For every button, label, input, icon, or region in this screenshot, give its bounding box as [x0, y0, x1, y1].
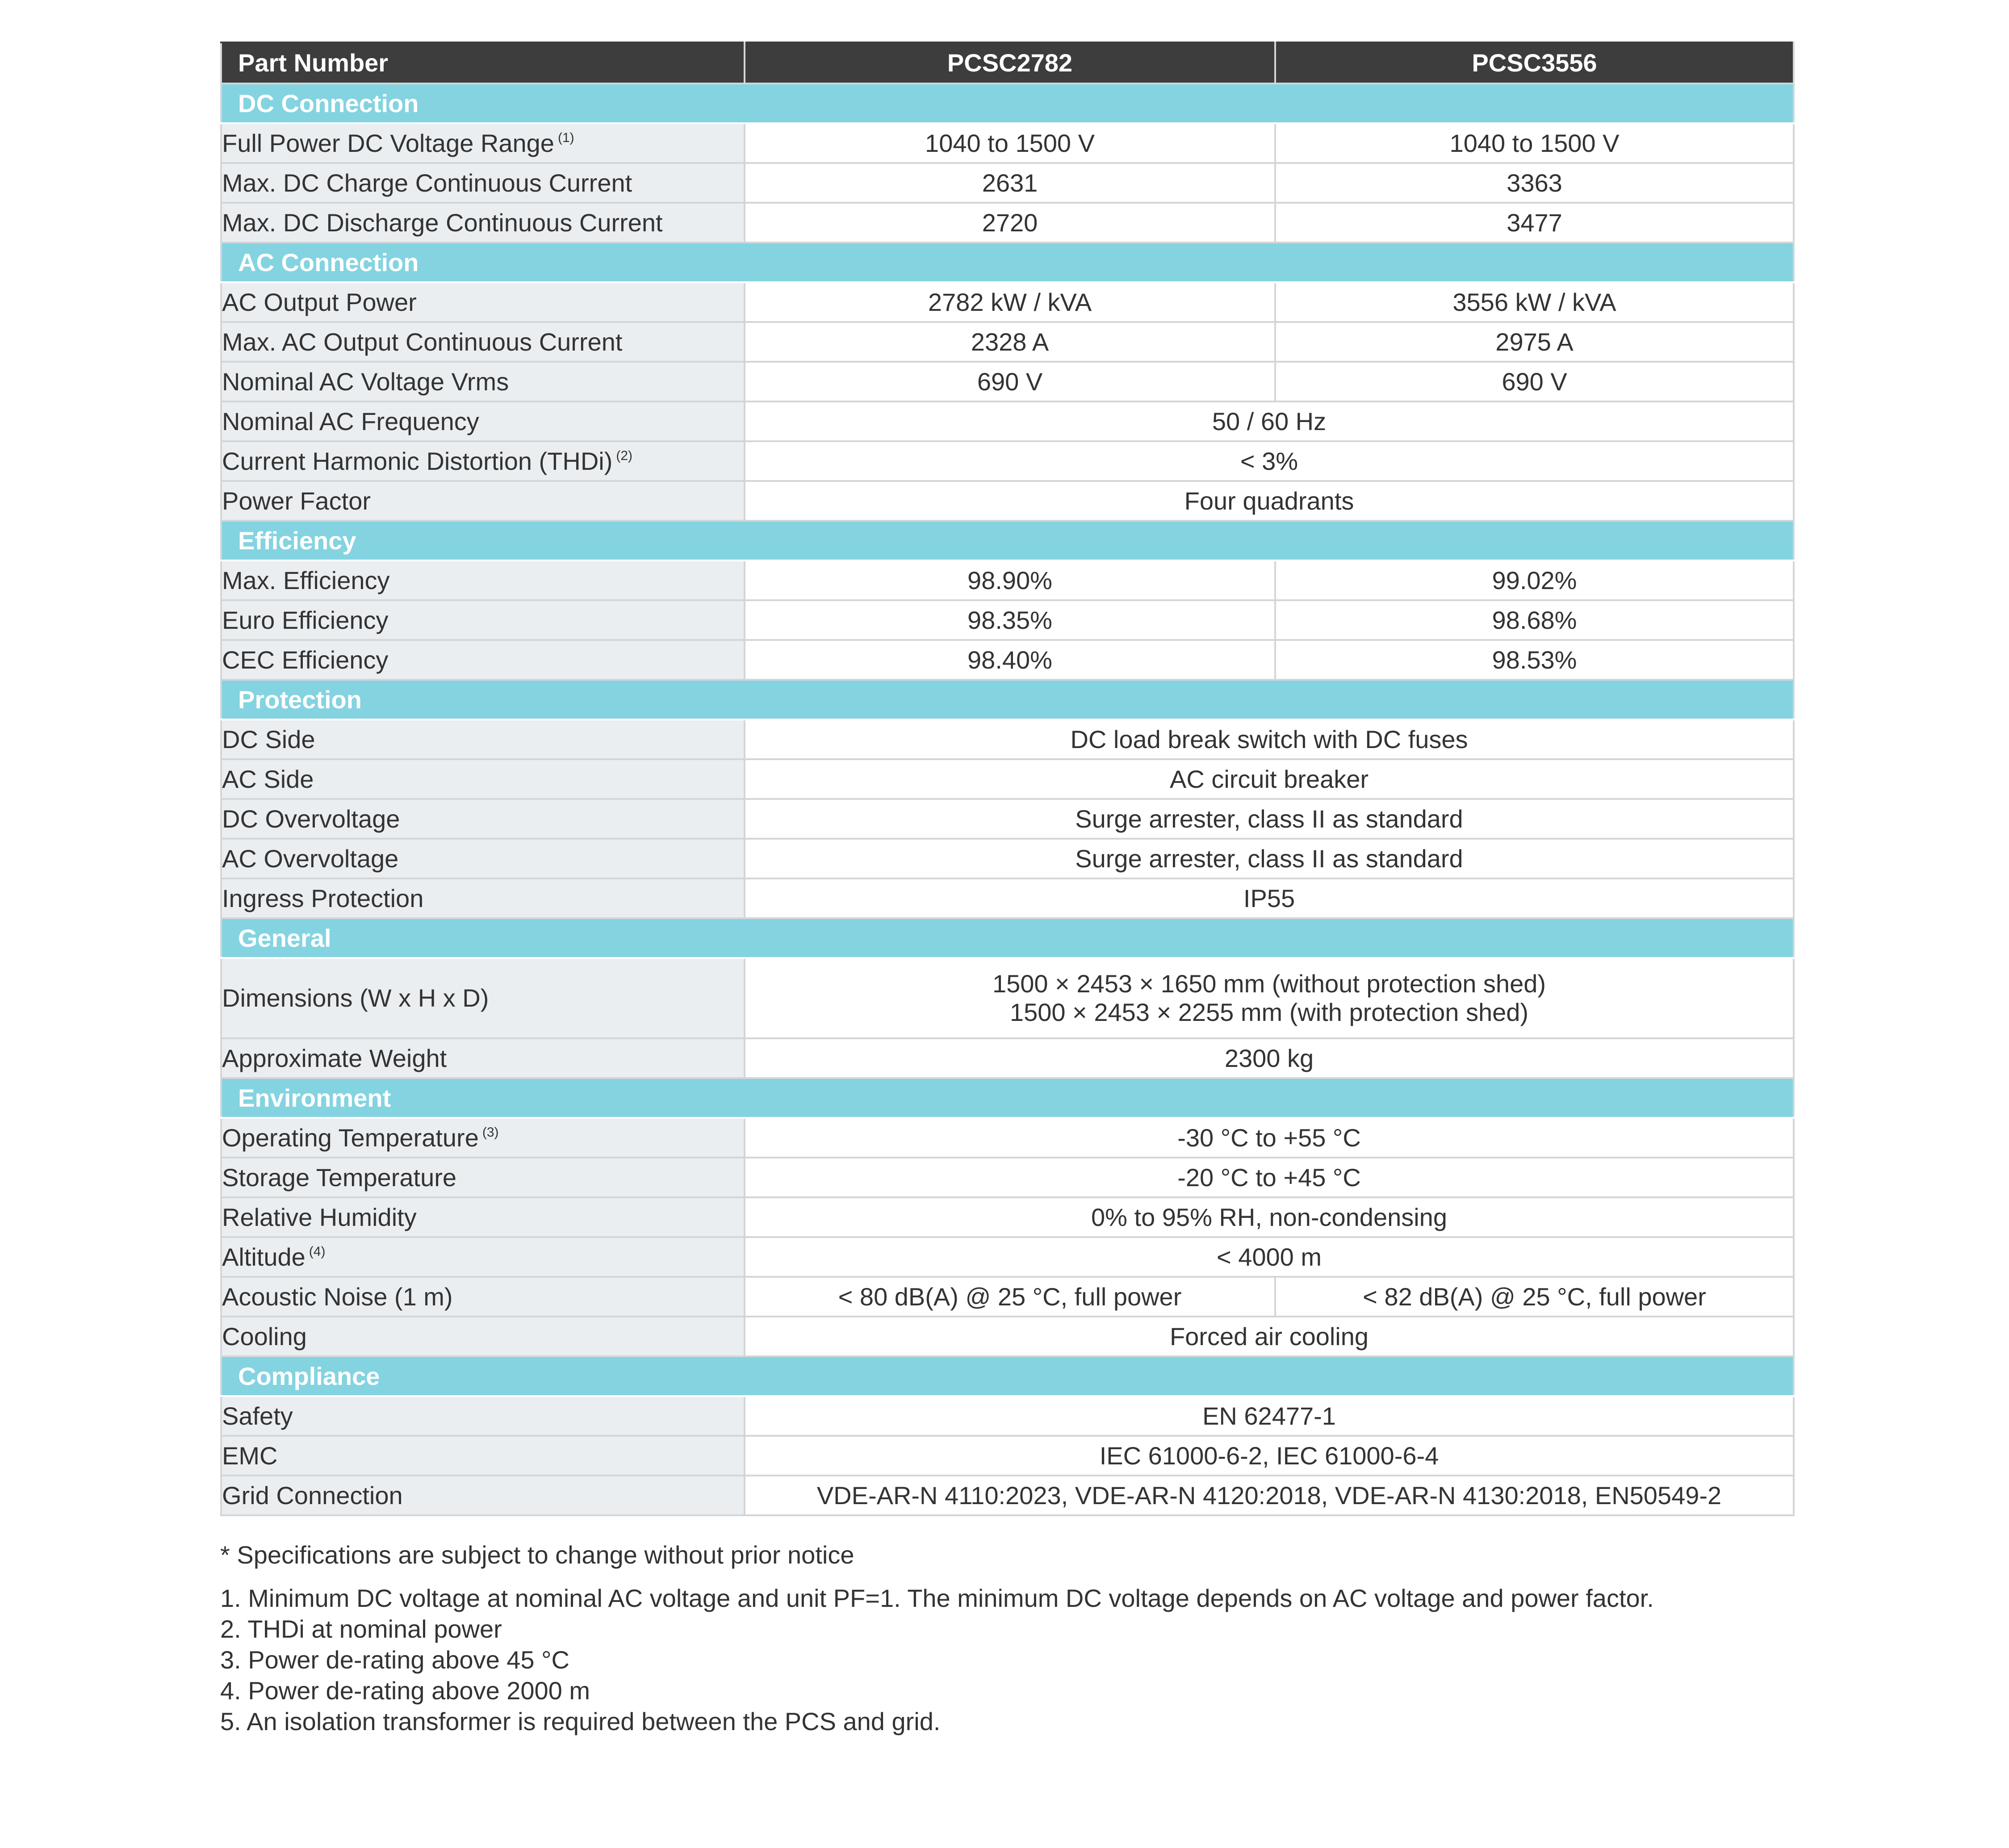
spec-label: Full Power DC Voltage Range — [222, 129, 554, 157]
spec-label: Max. Efficiency — [222, 566, 390, 594]
footnote-ref: (4) — [309, 1244, 326, 1259]
spec-table — [220, 42, 1795, 1516]
table-row — [221, 441, 1794, 481]
part-number-header: Part Number — [221, 42, 745, 84]
spec-label: Ingress Protection — [222, 884, 424, 912]
spec-label: Nominal AC Voltage Vrms — [222, 367, 509, 396]
spec-label: EMC — [222, 1441, 278, 1470]
spec-value-shared: EN 62477-1 — [745, 1396, 1794, 1436]
spec-value-shared: < 4000 m — [745, 1237, 1794, 1277]
section-title: Compliance — [221, 1356, 1794, 1396]
section-title: Efficiency — [221, 521, 1794, 560]
table-row — [221, 878, 1794, 918]
spec-label: Safety — [222, 1401, 293, 1430]
spec-label-cell — [221, 1317, 745, 1356]
table-row — [221, 1317, 1794, 1356]
spec-value-model-2: 3556 kW / kVA — [1275, 282, 1794, 322]
spec-label-cell — [221, 1197, 745, 1237]
spec-label: Current Harmonic Distortion (THDi) — [222, 447, 613, 475]
spec-value-model-2: 3477 — [1275, 203, 1794, 242]
spec-label-cell — [221, 1158, 745, 1197]
spec-label-cell — [221, 1237, 745, 1277]
spec-label: Euro Efficiency — [222, 606, 389, 634]
spec-label-cell — [221, 878, 745, 918]
section-row-general — [221, 918, 1794, 958]
spec-value-shared: IEC 61000-6-2, IEC 61000-6-4 — [745, 1436, 1794, 1476]
spec-label-cell — [221, 1277, 745, 1317]
spec-value-model-1: 98.40% — [745, 640, 1275, 680]
spec-label: Max. DC Charge Continuous Current — [222, 168, 632, 197]
section-title: General — [221, 918, 1794, 958]
spec-label-cell — [221, 123, 745, 163]
section-title: DC Connection — [221, 84, 1794, 123]
spec-table-body — [221, 84, 1794, 1515]
section-title: AC Connection — [221, 242, 1794, 282]
table-row — [221, 203, 1794, 242]
spec-label-cell — [221, 1118, 745, 1158]
table-row — [221, 799, 1794, 839]
spec-value-line: 1500 × 2453 × 1650 mm (without protection shed) — [992, 970, 1546, 998]
spec-label: AC Overvoltage — [222, 844, 399, 873]
disclaimer-text: * Specifications are subject to change without prior notice — [220, 1541, 854, 1569]
spec-label-cell — [221, 441, 745, 481]
spec-value-shared: < 3% — [745, 441, 1794, 481]
spec-label-cell — [221, 1476, 745, 1515]
table-row — [221, 839, 1794, 878]
spec-label-cell — [221, 600, 745, 640]
spec-value-model-1: < 80 dB(A) @ 25 °C, full power — [745, 1277, 1275, 1317]
spec-label: DC Overvoltage — [222, 804, 400, 833]
spec-label-cell — [221, 958, 745, 1038]
spec-label: AC Side — [222, 765, 314, 793]
section-row-compliance — [221, 1356, 1794, 1396]
spec-value-model-1: 98.90% — [745, 560, 1275, 600]
spec-label: Nominal AC Frequency — [222, 407, 479, 435]
footnote-5: 5. An isolation transformer is required between the PCS and grid. — [220, 1707, 941, 1735]
table-row — [221, 1436, 1794, 1476]
spec-value-model-2: 98.53% — [1275, 640, 1794, 680]
footnote-list — [220, 1583, 1793, 1737]
spec-value-model-1: 2328 A — [745, 322, 1275, 362]
spec-label-cell — [221, 759, 745, 799]
table-header-row — [221, 42, 1794, 84]
footnotes — [220, 1539, 1793, 1737]
spec-value-model-2: 3363 — [1275, 163, 1794, 203]
spec-value-shared: Forced air cooling — [745, 1317, 1794, 1356]
model-header-pcsc3556: PCSC3556 — [1275, 42, 1794, 84]
model-header-pcsc2782: PCSC2782 — [745, 42, 1275, 84]
spec-value-shared: 2300 kg — [745, 1038, 1794, 1078]
table-row — [221, 362, 1794, 401]
spec-label-cell — [221, 203, 745, 242]
section-row-ac-connection — [221, 242, 1794, 282]
table-row — [221, 1038, 1794, 1078]
spec-label-cell — [221, 362, 745, 401]
spec-value-shared: AC circuit breaker — [745, 759, 1794, 799]
spec-label-cell — [221, 560, 745, 600]
table-row — [221, 401, 1794, 441]
spec-value-model-2: 98.68% — [1275, 600, 1794, 640]
spec-label: Approximate Weight — [222, 1044, 447, 1072]
table-row — [221, 1197, 1794, 1237]
table-row — [221, 719, 1794, 759]
table-row — [221, 640, 1794, 680]
spec-value-model-1: 2720 — [745, 203, 1275, 242]
spec-label: AC Output Power — [222, 288, 417, 316]
spec-label-cell — [221, 1038, 745, 1078]
spec-label: Relative Humidity — [222, 1203, 417, 1231]
table-row — [221, 481, 1794, 521]
spec-label: Cooling — [222, 1322, 307, 1350]
spec-value-model-1: 1040 to 1500 V — [745, 123, 1275, 163]
section-row-efficiency — [221, 521, 1794, 560]
table-row — [221, 600, 1794, 640]
spec-label-cell — [221, 640, 745, 680]
spec-label-cell — [221, 839, 745, 878]
footnote-ref: (3) — [482, 1125, 499, 1140]
section-title: Environment — [221, 1078, 1794, 1118]
footnote-4: 4. Power de-rating above 2000 m — [220, 1677, 590, 1705]
spec-sheet — [220, 42, 1793, 1737]
spec-label: Max. DC Discharge Continuous Current — [222, 208, 663, 237]
table-row — [221, 1476, 1794, 1515]
section-row-dc-connection — [221, 84, 1794, 123]
spec-value-model-2: 99.02% — [1275, 560, 1794, 600]
spec-label-cell — [221, 719, 745, 759]
spec-value-shared: -20 °C to +45 °C — [745, 1158, 1794, 1197]
table-row — [221, 1277, 1794, 1317]
spec-value-model-1: 690 V — [745, 362, 1275, 401]
spec-label: Acoustic Noise (1 m) — [222, 1282, 453, 1311]
spec-label-cell — [221, 1436, 745, 1476]
spec-value-shared: -30 °C to +55 °C — [745, 1118, 1794, 1158]
spec-label-cell — [221, 322, 745, 362]
spec-label-cell — [221, 481, 745, 521]
spec-value-shared: 50 / 60 Hz — [745, 401, 1794, 441]
spec-value-shared — [745, 958, 1794, 1038]
table-row — [221, 123, 1794, 163]
spec-value-shared: VDE-AR-N 4110:2023, VDE-AR-N 4120:2018, VDE-AR-N 4130:2018, EN50549-2 — [745, 1476, 1794, 1515]
table-row — [221, 322, 1794, 362]
spec-value-line: 1500 × 2453 × 2255 mm (with protection shed) — [1009, 998, 1529, 1026]
footnote-3: 3. Power de-rating above 45 °C — [220, 1646, 569, 1674]
table-row — [221, 958, 1794, 1038]
table-row — [221, 1158, 1794, 1197]
table-row — [221, 282, 1794, 322]
spec-label-cell — [221, 282, 745, 322]
table-row — [221, 560, 1794, 600]
spec-label: Grid Connection — [222, 1481, 403, 1509]
footnote-1: 1. Minimum DC voltage at nominal AC voltage and unit PF=1. The minimum DC voltage depends on AC voltage and power factor. — [220, 1584, 1654, 1612]
spec-label: Altitude — [222, 1242, 306, 1271]
section-row-environment — [221, 1078, 1794, 1118]
spec-value-model-2: 2975 A — [1275, 322, 1794, 362]
table-row — [221, 1396, 1794, 1436]
spec-label: Storage Temperature — [222, 1163, 457, 1192]
spec-value-model-2: 690 V — [1275, 362, 1794, 401]
spec-value-model-2: < 82 dB(A) @ 25 °C, full power — [1275, 1277, 1794, 1317]
spec-value-shared: DC load break switch with DC fuses — [745, 719, 1794, 759]
spec-label-cell — [221, 799, 745, 839]
spec-label-cell — [221, 163, 745, 203]
spec-value-shared: Surge arrester, class II as standard — [745, 839, 1794, 878]
spec-label-cell — [221, 1396, 745, 1436]
spec-label-cell — [221, 401, 745, 441]
spec-label: DC Side — [222, 725, 315, 753]
spec-label: Power Factor — [222, 486, 371, 515]
table-row — [221, 163, 1794, 203]
spec-label: CEC Efficiency — [222, 645, 389, 674]
section-title: Protection — [221, 680, 1794, 719]
spec-value-model-1: 98.35% — [745, 600, 1275, 640]
spec-value-shared: Surge arrester, class II as standard — [745, 799, 1794, 839]
section-row-protection — [221, 680, 1794, 719]
spec-label: Dimensions (W x H x D) — [222, 984, 489, 1012]
spec-label: Max. AC Output Continuous Current — [222, 327, 623, 356]
footnote-2: 2. THDi at nominal power — [220, 1615, 502, 1643]
spec-value-shared: Four quadrants — [745, 481, 1794, 521]
table-row — [221, 759, 1794, 799]
spec-value-model-2: 1040 to 1500 V — [1275, 123, 1794, 163]
spec-value-shared: 0% to 95% RH, non-condensing — [745, 1197, 1794, 1237]
table-row — [221, 1237, 1794, 1277]
spec-value-model-1: 2782 kW / kVA — [745, 282, 1275, 322]
spec-value-shared: IP55 — [745, 878, 1794, 918]
spec-value-model-1: 2631 — [745, 163, 1275, 203]
table-row — [221, 1118, 1794, 1158]
spec-label: Operating Temperature — [222, 1123, 479, 1152]
footnote-ref: (2) — [616, 448, 633, 463]
footnote-ref: (1) — [557, 130, 574, 145]
